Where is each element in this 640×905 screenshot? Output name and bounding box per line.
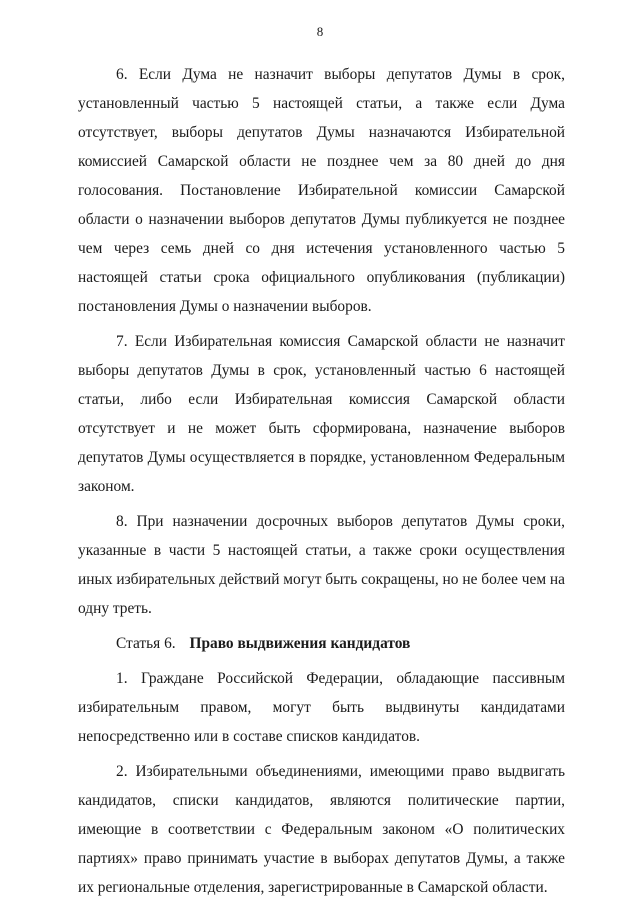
page-number: 8: [316, 24, 324, 39]
article-paragraph-1: 1. Граждане Российской Федерации, обладающие пассивным избирательным правом, могут быть выдвинуты кандидатами непосредственно или в составе списков кандидатов.: [78, 670, 565, 745]
article-paragraph-2: 2. Избирательными объединениями, имеющими право выдвигать кандидатов, списки кандидатов, являются политические партии, имеющие в соответствии с Федеральным законом «О политических партиях» право принимать участие в выборах депутатов Думы, а также их региональные отделения, зарегистрированные в Самарской области.: [78, 763, 565, 896]
article-heading: [78, 629, 565, 658]
article-number: Статья 6.: [116, 635, 176, 652]
paragraph-6: 6. Если Дума не назначит выборы депутатов Думы в срок, установленный частью 5 настоящей статьи, а также если Дума отсутствует, выборы депутатов Думы назначаются Избирательной комиссией Самарской области не позднее чем за 80 дней до дня голосования. Постановление Избирательной комиссии Самарской области о назначении выборов депутатов Думы публикуется не позднее чем через семь дней со дня истечения установленного частью 5 настоящей статьи срока официального опубликования (публикации) постановления Думы о назначении выборов.: [78, 66, 565, 315]
article-title: Право выдвижения кандидатов: [189, 635, 411, 652]
paragraph-8: 8. При назначении досрочных выборов депутатов Думы сроки, указанные в части 5 настоящей статьи, а также сроки осуществления иных избирательных действий могут быть сокращены, но не более чем на одну треть.: [78, 513, 565, 617]
page-content: [78, 60, 565, 902]
paragraph-7: 7. Если Избирательная комиссия Самарской области не назначит выборы депутатов Думы в срок, установленный частью 6 настоящей статьи, либо если Избирательная комиссия Самарской области отсутствует и не может быть сформирована, назначение выборов депутатов Думы осуществляется в порядке, установленном Федеральным законом.: [78, 333, 565, 495]
